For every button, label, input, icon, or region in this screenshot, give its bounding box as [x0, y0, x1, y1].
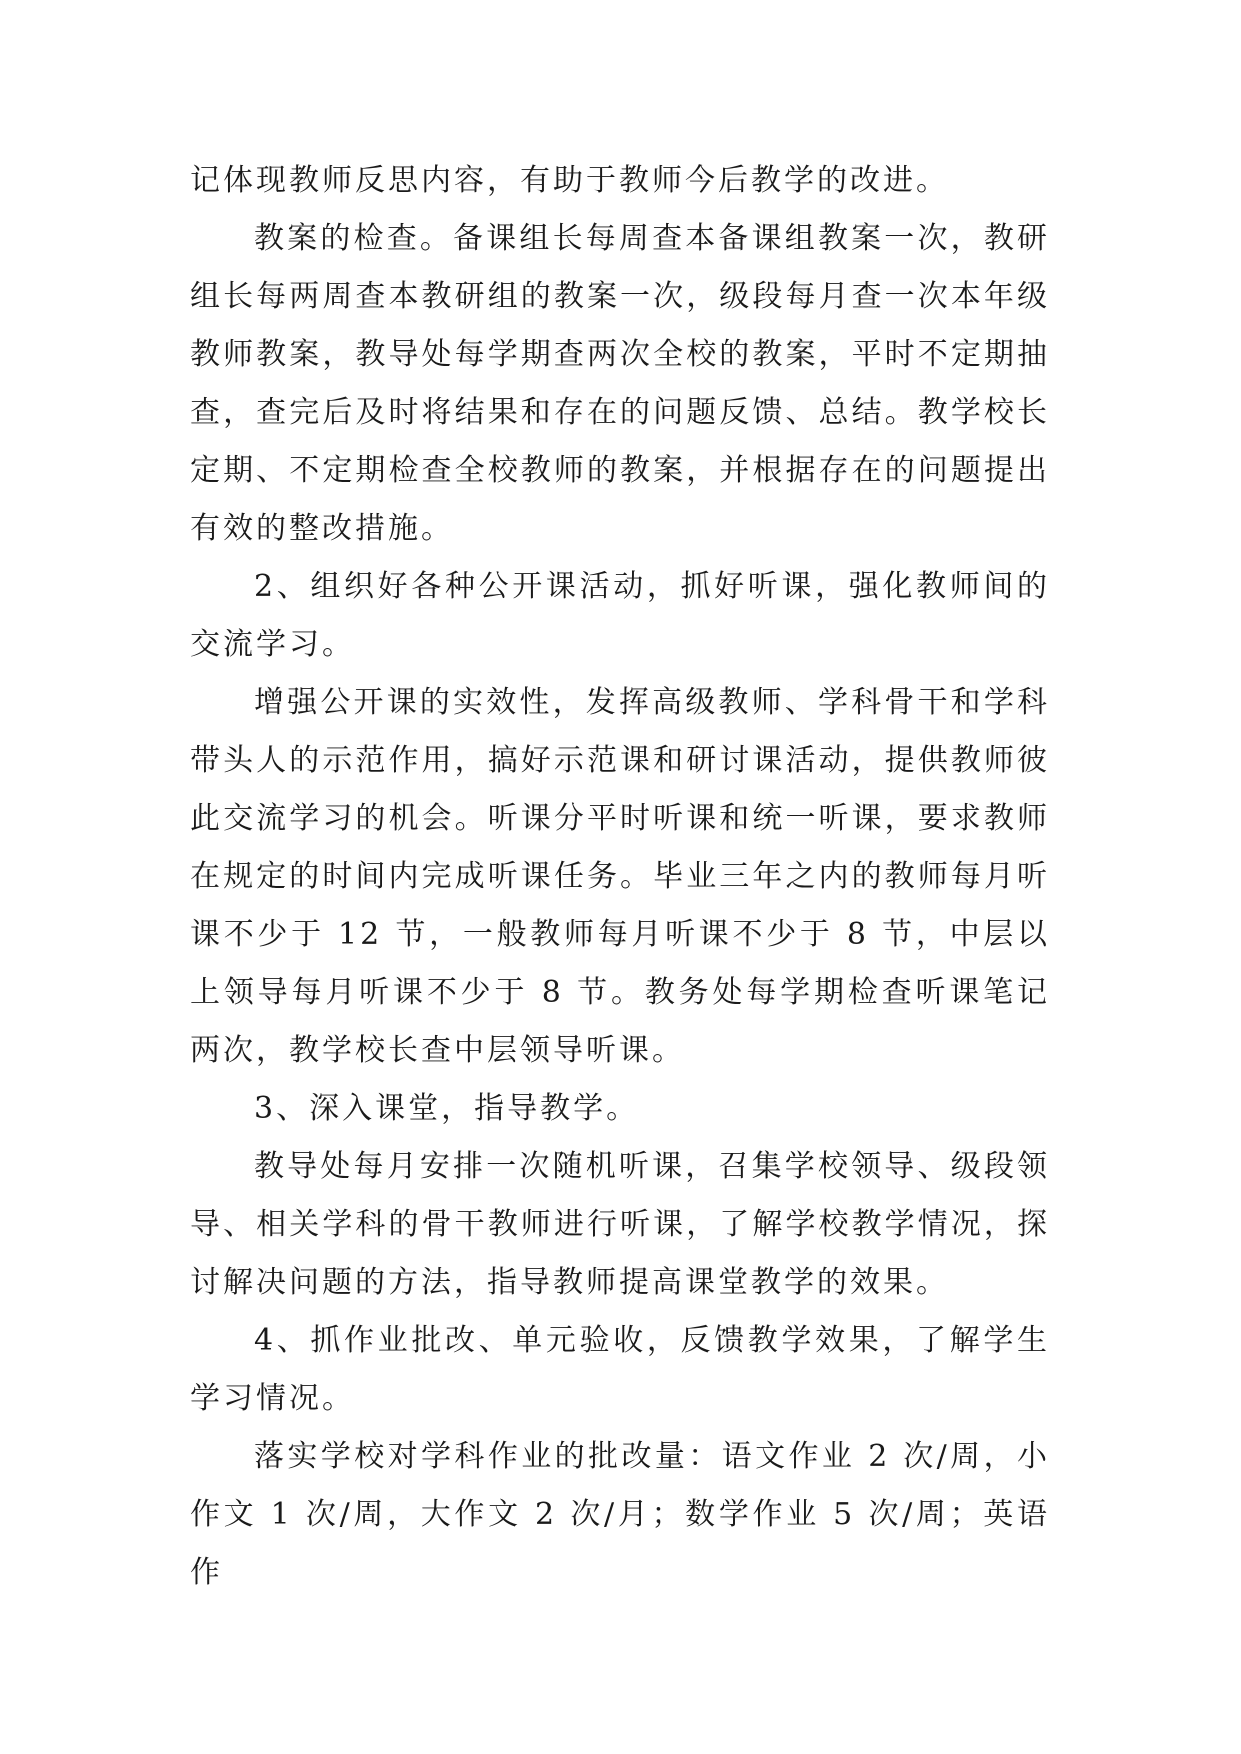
paragraph-heading-open-class: 2、组织好各种公开课活动，抓好听课，强化教师间的交流学习。: [190, 569, 1050, 662]
paragraph-lesson-plan-check: 教案的检查。备课组长每周查本备课组教案一次，教研组长每两周查本教研组的教案一次，级段每月查一次本年级教师教案，教导处每学期查两次全校的教案，平时不定期抽查，查完后及时将结果和存在的问题反馈、总结。教学校长定期、不定期检查全校教师的教案，并根据存在的问题提出有效的整改措施。: [190, 221, 1050, 546]
paragraph-continuation: 记体现教师反思内容，有助于教师今后教学的改进。: [190, 163, 949, 198]
paragraph-open-class-details: 增强公开课的实效性，发挥高级教师、学科骨干和学科带头人的示范作用，搞好示范课和研讨课活动，提供教师彼此交流学习的机会。听课分平时听课和统一听课，要求教师在规定的时间内完成听课任务。毕业三年之内的教师每月听课不少于 12 节，一般教师每月听课不少于 8 节，中层以上领导每月听课不少于 8 节。教务处每学期检查听课笔记两次，教学校长查中层领导听课。: [190, 685, 1050, 1068]
paragraph-heading-classroom: 3、深入课堂，指导教学。: [254, 1091, 640, 1126]
paragraph-homework-details: 落实学校对学科作业的批改量：语文作业 2 次/周，小作文 1 次/周，大作文 2 次/月；数学作业 5 次/周；英语作: [190, 1439, 1050, 1590]
document-body: [190, 152, 1050, 1602]
paragraph-heading-homework: 4、抓作业批改、单元验收，反馈教学效果，了解学生学习情况。: [190, 1323, 1050, 1416]
paragraph-classroom-details: 教导处每月安排一次随机听课，召集学校领导、级段领导、相关学科的骨干教师进行听课，了解学校教学情况，探讨解决问题的方法，指导教师提高课堂教学的效果。: [190, 1149, 1050, 1300]
